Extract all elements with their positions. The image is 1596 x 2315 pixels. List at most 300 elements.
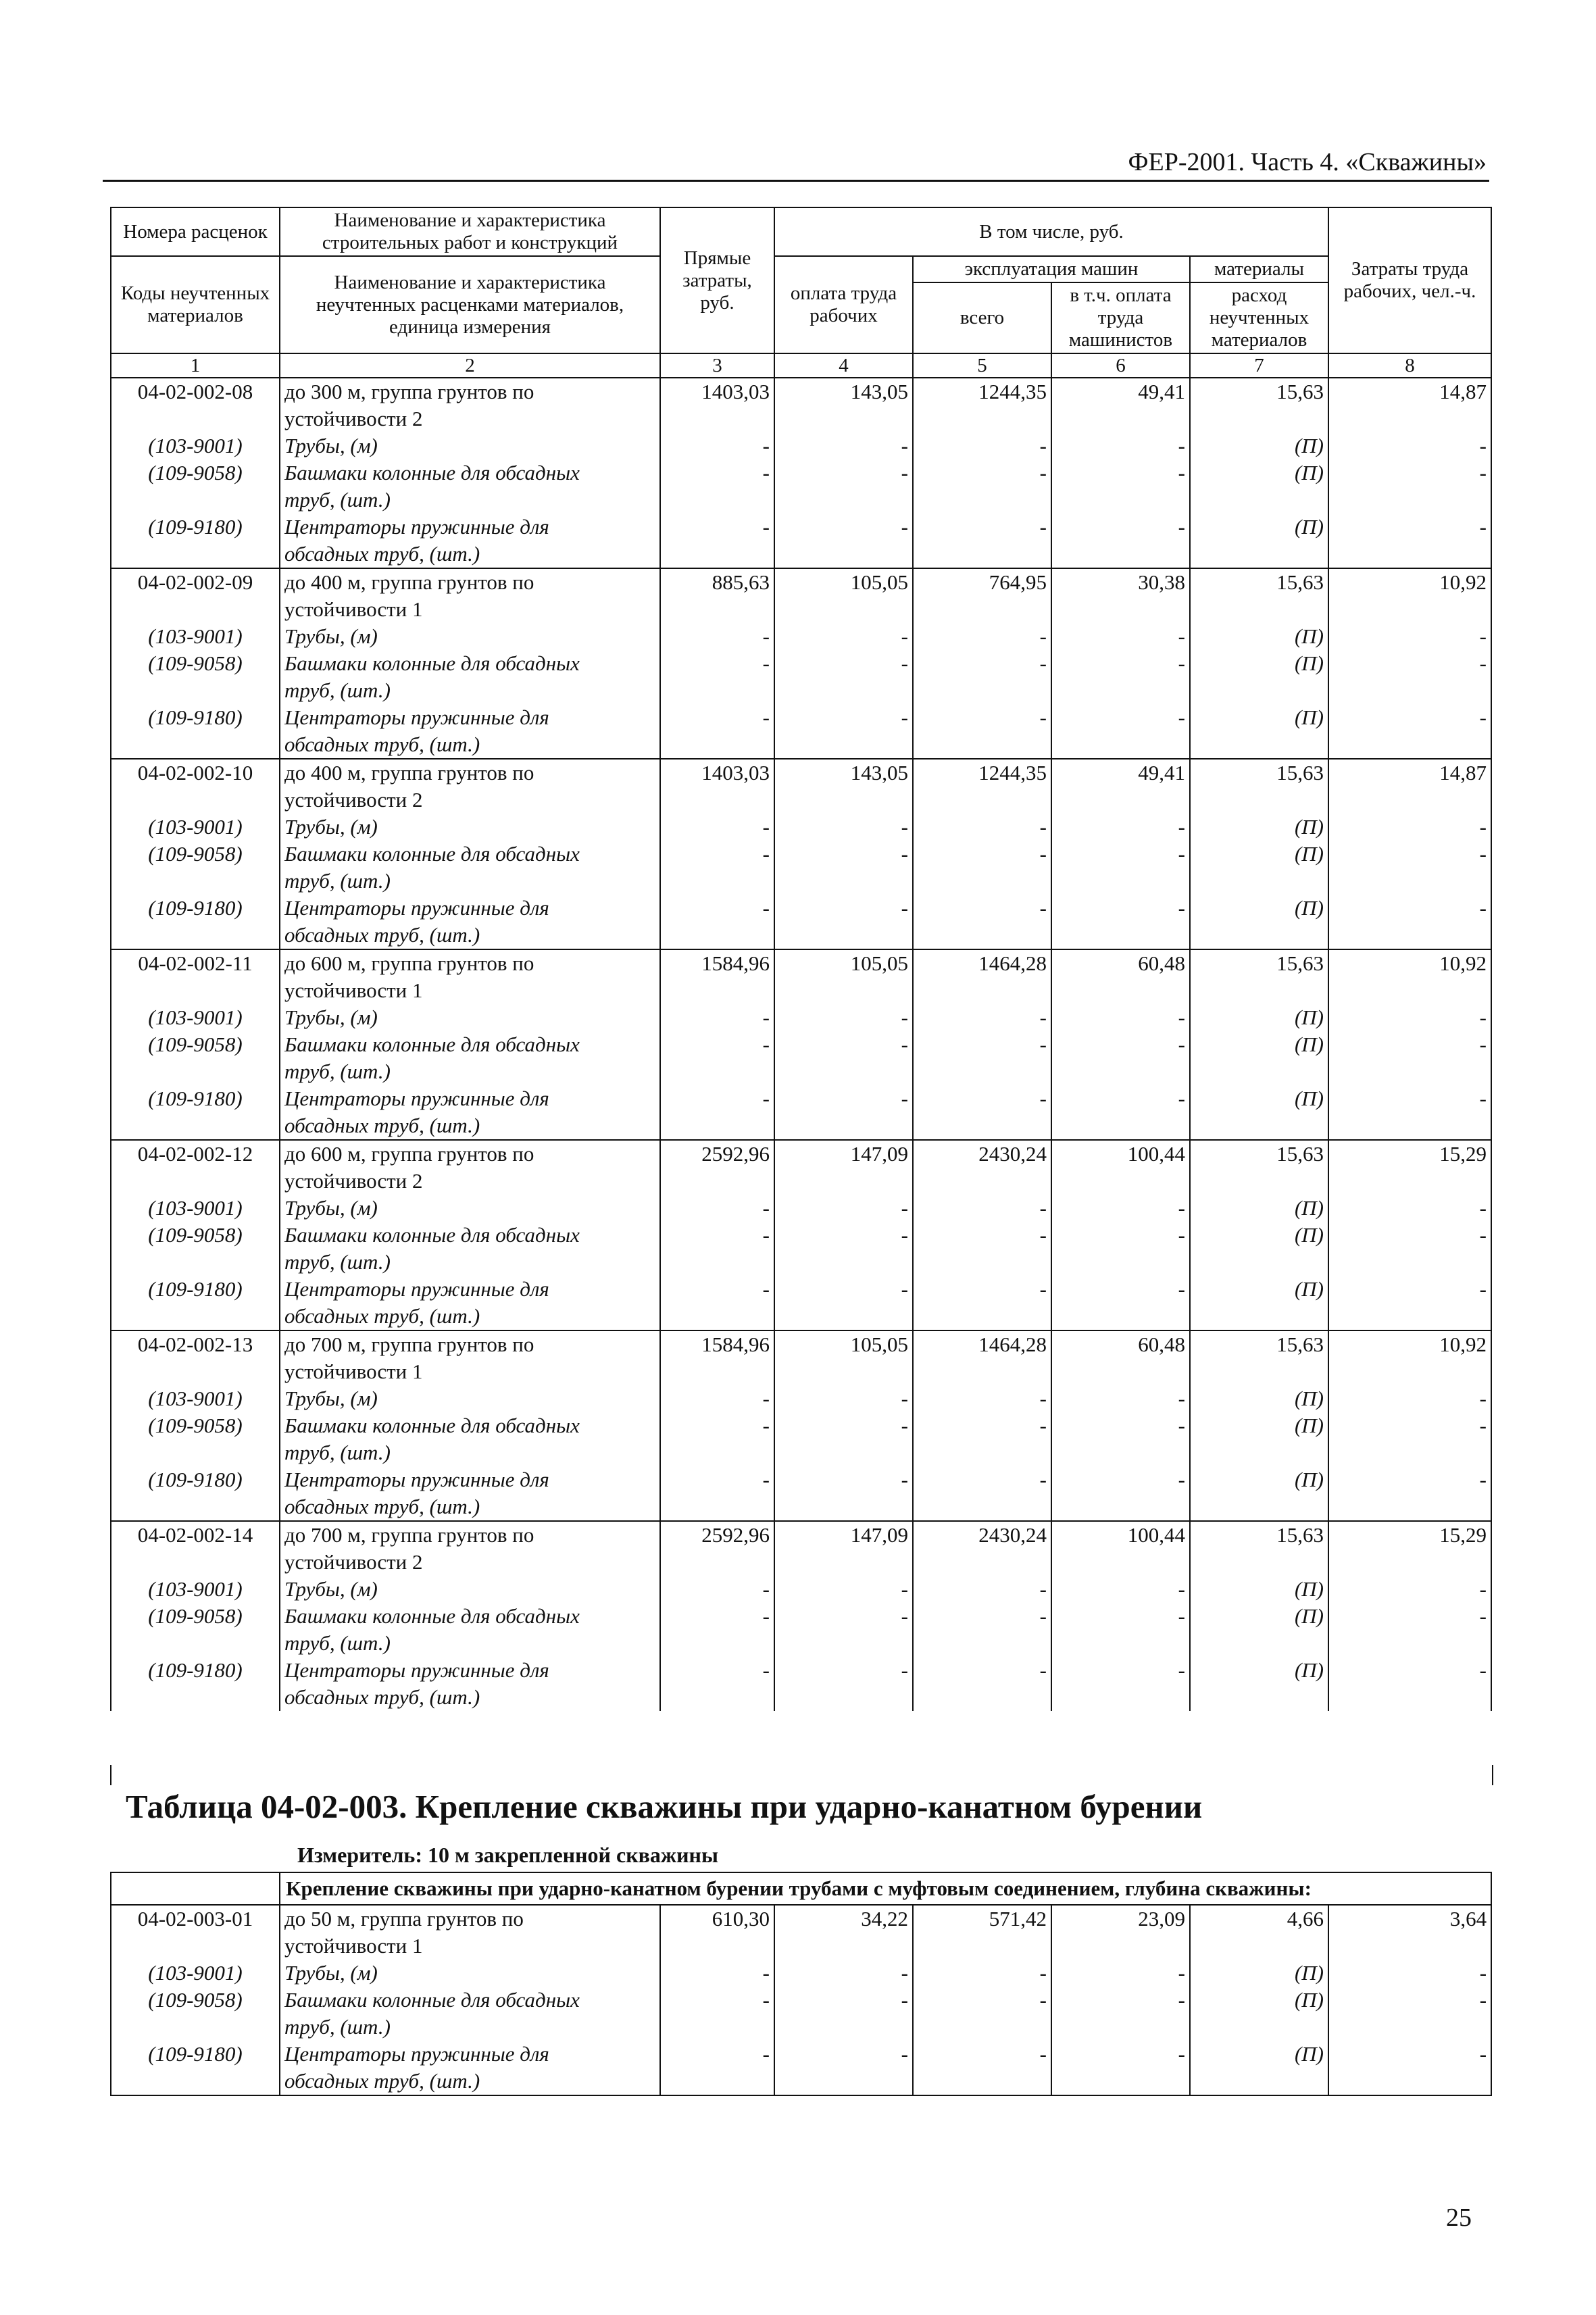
empty-cell [1190,596,1328,623]
dash-cell: - [1051,1276,1190,1303]
empty-cell [774,487,913,514]
empty-cell [1328,1058,1491,1085]
col-num: 8 [1328,353,1491,378]
dash-cell: - [1328,1960,1491,1987]
value-v5: 571,42 [913,1905,1051,1933]
rate-description: устойчивости 2 [280,1168,660,1195]
material-mark: (П) [1190,1412,1328,1439]
value-v8: 10,92 [1328,949,1491,977]
dash-cell: - [913,1657,1051,1684]
dash-cell: - [660,895,774,922]
empty-cell [774,1933,913,1960]
empty-cell [111,1630,280,1657]
material-code: (109-9180) [111,2041,280,2068]
dash-cell: - [660,2041,774,2068]
value-v7: 15,63 [1190,378,1328,405]
empty-cell [913,487,1051,514]
material-mark: (П) [1190,650,1328,677]
dash-cell: - [1328,623,1491,650]
material-code: (109-9180) [111,1466,280,1493]
material-name: Трубы, (м) [280,1960,660,1987]
material-mark: (П) [1190,1276,1328,1303]
empty-cell [1051,677,1190,704]
table-body [111,1905,1491,2095]
dash-cell: - [774,650,913,677]
dash-cell: - [1328,1195,1491,1222]
dash-cell: - [774,704,913,731]
material-row [111,1058,1491,1085]
col-num: 6 [1051,353,1190,378]
table-row [111,378,1491,405]
empty-cell [1051,731,1190,759]
section-empty [111,1872,280,1905]
value-v4: 147,09 [774,1521,913,1549]
value-v7: 15,63 [1190,1521,1328,1549]
material-name: труб, (шт.) [280,1630,660,1657]
empty-cell [913,1684,1051,1711]
empty-cell [111,922,280,949]
empty-cell [1328,1358,1491,1385]
empty-cell [1328,1630,1491,1657]
rate-description: до 400 м, группа грунтов по [280,568,660,596]
material-row [111,623,1491,650]
material-code: (109-9180) [111,1085,280,1112]
empty-cell [913,1549,1051,1576]
empty-cell [774,1493,913,1521]
dash-cell: - [913,1195,1051,1222]
empty-cell [660,2014,774,2041]
empty-cell [660,787,774,814]
dash-cell: - [774,841,913,868]
hdr-machinists-pay: в т.ч. оплата труда машинистов [1051,282,1190,353]
empty-cell [111,2014,280,2041]
value-v4: 105,05 [774,1330,913,1358]
dash-cell: - [774,1195,913,1222]
material-name: Центраторы пружинные для [280,1085,660,1112]
value-v4: 143,05 [774,759,913,787]
dash-cell: - [660,841,774,868]
dash-cell: - [1328,1412,1491,1439]
material-mark: (П) [1190,623,1328,650]
empty-cell [774,677,913,704]
value-v7: 15,63 [1190,759,1328,787]
material-mark: (П) [1190,2041,1328,2068]
empty-cell [913,1630,1051,1657]
material-row [111,1603,1491,1630]
table-row [111,1140,1491,1168]
dash-cell: - [1328,841,1491,868]
dash-cell: - [660,1085,774,1112]
material-name: труб, (шт.) [280,487,660,514]
value-v3: 1403,03 [660,759,774,787]
dash-cell: - [660,1412,774,1439]
empty-cell [774,1168,913,1195]
empty-cell [1328,1549,1491,1576]
empty-cell [774,1303,913,1330]
rate-description: устойчивости 2 [280,405,660,432]
material-row [111,514,1491,541]
empty-cell [913,731,1051,759]
material-name: труб, (шт.) [280,1249,660,1276]
empty-cell [1328,922,1491,949]
empty-cell [1051,787,1190,814]
empty-cell [660,1933,774,1960]
col-num: 3 [660,353,774,378]
material-code: (103-9001) [111,814,280,841]
dash-cell: - [1051,1031,1190,1058]
dash-cell: - [1051,895,1190,922]
dash-cell: - [774,623,913,650]
table-continuation [110,1765,1493,1785]
rate-description: до 600 м, группа грунтов по [280,949,660,977]
col-num: 4 [774,353,913,378]
dash-cell: - [913,841,1051,868]
empty-cell [1051,596,1190,623]
table-04-02-003 [110,1872,1492,2096]
rate-description: устойчивости 1 [280,977,660,1004]
material-code: (109-9058) [111,1412,280,1439]
empty-cell [1051,1303,1190,1330]
empty-cell [111,731,280,759]
dash-cell: - [1328,1031,1491,1058]
rate-code: 04-02-002-12 [111,1140,280,1168]
material-mark: (П) [1190,1085,1328,1112]
dash-cell: - [1051,1603,1190,1630]
empty-cell [1328,2014,1491,2041]
hdr-materials: материалы [1190,256,1328,282]
rate-description: до 600 м, группа грунтов по [280,1140,660,1168]
rate-description: до 300 м, группа грунтов по [280,378,660,405]
empty-cell [1051,1168,1190,1195]
material-code: (109-9058) [111,650,280,677]
dash-cell: - [774,1576,913,1603]
dash-cell: - [1328,895,1491,922]
dash-cell: - [660,1195,774,1222]
empty-cell [1051,1933,1190,1960]
dash-cell: - [913,514,1051,541]
material-name: Башмаки колонные для обсадных [280,1412,660,1439]
empty-cell [1328,977,1491,1004]
material-name: обсадных труб, (шт.) [280,1112,660,1140]
empty-cell [111,1058,280,1085]
hdr-including: В том числе, руб. [774,207,1328,256]
material-name: труб, (шт.) [280,677,660,704]
empty-cell [1190,2014,1328,2041]
material-mark: (П) [1190,1004,1328,1031]
value-v7: 15,63 [1190,1330,1328,1358]
empty-cell [1328,787,1491,814]
value-v6: 23,09 [1051,1905,1190,1933]
dash-cell: - [660,459,774,487]
hdr-labor-costs: Затраты труда рабочих, чел.-ч. [1328,207,1491,353]
dash-cell: - [913,1031,1051,1058]
dash-cell: - [913,650,1051,677]
value-v6: 60,48 [1051,949,1190,977]
material-row [111,650,1491,677]
empty-cell [1328,677,1491,704]
value-v5: 2430,24 [913,1140,1051,1168]
dash-cell: - [774,1657,913,1684]
dash-cell: - [913,1085,1051,1112]
dash-cell: - [774,2041,913,2068]
material-mark: (П) [1190,841,1328,868]
material-name: Башмаки колонные для обсадных [280,1222,660,1249]
empty-cell [111,487,280,514]
empty-cell [660,868,774,895]
dash-cell: - [913,1960,1051,1987]
value-v8: 14,87 [1328,378,1491,405]
table-body [111,378,1491,1711]
dash-cell: - [774,1222,913,1249]
empty-cell [913,596,1051,623]
empty-cell [660,677,774,704]
empty-cell [660,2068,774,2095]
empty-cell [1051,868,1190,895]
empty-cell [660,1439,774,1466]
empty-cell [774,1630,913,1657]
empty-cell [913,405,1051,432]
material-name: Центраторы пружинные для [280,1657,660,1684]
material-code: (109-9180) [111,895,280,922]
dash-cell: - [913,623,1051,650]
dash-cell: - [1051,2041,1190,2068]
dash-cell: - [660,1222,774,1249]
material-mark: (П) [1190,432,1328,459]
empty-cell [1190,1933,1328,1960]
dash-cell: - [1328,432,1491,459]
dash-cell: - [1051,1085,1190,1112]
empty-cell [1190,1684,1328,1711]
material-row [111,2041,1491,2068]
empty-cell [660,596,774,623]
dash-cell: - [1328,1004,1491,1031]
dash-cell: - [1051,1222,1190,1249]
dash-cell: - [1051,1576,1190,1603]
empty-cell [660,1168,774,1195]
dash-cell: - [913,459,1051,487]
material-code: (109-9058) [111,1222,280,1249]
empty-cell [1190,1058,1328,1085]
value-v5: 2430,24 [913,1521,1051,1549]
dash-cell: - [1328,514,1491,541]
value-v6: 30,38 [1051,568,1190,596]
material-name: Трубы, (м) [280,432,660,459]
rate-code: 04-02-002-10 [111,759,280,787]
dash-cell: - [913,1004,1051,1031]
dash-cell: - [1051,514,1190,541]
empty-cell [111,596,280,623]
empty-cell [1051,1249,1190,1276]
empty-cell [1051,922,1190,949]
material-row [111,541,1491,568]
dash-cell: - [913,1987,1051,2014]
material-row [111,2014,1491,2041]
dash-cell: - [660,623,774,650]
material-name: Трубы, (м) [280,1576,660,1603]
table-row [111,1330,1491,1358]
empty-cell [111,1684,280,1711]
empty-cell [1190,1439,1328,1466]
material-code: (103-9001) [111,1195,280,1222]
dash-cell: - [774,814,913,841]
material-row [111,1112,1491,1140]
material-name: обсадных труб, (шт.) [280,1303,660,1330]
material-code: (109-9180) [111,704,280,731]
material-name: Центраторы пружинные для [280,1466,660,1493]
empty-cell [913,1112,1051,1140]
dash-cell: - [660,1960,774,1987]
empty-cell [1328,1933,1491,1960]
empty-cell [1190,977,1328,1004]
value-v8: 10,92 [1328,1330,1491,1358]
dash-cell: - [1051,1412,1190,1439]
empty-cell [1051,1112,1190,1140]
dash-cell: - [1051,1657,1190,1684]
dash-cell: - [913,814,1051,841]
dash-cell: - [1051,841,1190,868]
empty-cell [913,1358,1051,1385]
value-v5: 1464,28 [913,949,1051,977]
rate-description: до 700 м, группа грунтов по [280,1521,660,1549]
material-mark: (П) [1190,459,1328,487]
empty-cell [1190,1358,1328,1385]
dash-cell: - [774,1085,913,1112]
table-row [111,977,1491,1004]
material-name: Башмаки колонные для обсадных [280,1603,660,1630]
material-row [111,1684,1491,1711]
empty-cell [1051,1439,1190,1466]
dash-cell: - [774,459,913,487]
page-number: 25 [1446,2204,1472,2232]
empty-cell [111,1549,280,1576]
dash-cell: - [1328,1466,1491,1493]
empty-cell [1190,922,1328,949]
value-v4: 105,05 [774,949,913,977]
material-name: Трубы, (м) [280,1195,660,1222]
empty-cell [774,2068,913,2095]
empty-cell [1051,2014,1190,2041]
rate-code: 04-02-002-09 [111,568,280,596]
empty-cell [1051,1358,1190,1385]
header-rule [103,180,1489,182]
dash-cell: - [1328,1657,1491,1684]
empty-cell [1190,1249,1328,1276]
dash-cell: - [1051,623,1190,650]
empty-cell [1190,787,1328,814]
dash-cell: - [1328,1085,1491,1112]
dash-cell: - [913,1412,1051,1439]
empty-cell [1051,1630,1190,1657]
dash-cell: - [1051,704,1190,731]
material-name: Центраторы пружинные для [280,1276,660,1303]
dash-cell: - [774,1276,913,1303]
dash-cell: - [660,814,774,841]
table-row [111,405,1491,432]
section-title: Крепление скважины при ударно-канатном бурении трубами с муфтовым соединением, глубина скважины: [280,1872,1491,1905]
empty-cell [913,1249,1051,1276]
dash-cell: - [660,432,774,459]
value-v7: 4,66 [1190,1905,1328,1933]
dash-cell: - [1328,1576,1491,1603]
dash-cell: - [913,1276,1051,1303]
value-v6: 49,41 [1051,759,1190,787]
table-row [111,1905,1491,1933]
empty-cell [1328,1168,1491,1195]
dash-cell: - [660,704,774,731]
value-v4: 147,09 [774,1140,913,1168]
rate-code: 04-02-002-11 [111,949,280,977]
dash-cell: - [660,650,774,677]
empty-cell [774,922,913,949]
empty-cell [111,405,280,432]
material-name: обсадных труб, (шт.) [280,1684,660,1711]
material-name: обсадных труб, (шт.) [280,2068,660,2095]
rates-table [110,207,1492,1711]
value-v3: 1584,96 [660,1330,774,1358]
hdr-codes: Номера расценок [111,207,280,256]
value-v8: 15,29 [1328,1521,1491,1549]
dash-cell: - [660,514,774,541]
empty-cell [774,2014,913,2041]
material-mark: (П) [1190,1466,1328,1493]
empty-cell [660,922,774,949]
material-name: обсадных труб, (шт.) [280,922,660,949]
value-v4: 34,22 [774,1905,913,1933]
empty-cell [913,2068,1051,2095]
dash-cell: - [913,1466,1051,1493]
empty-cell [660,541,774,568]
material-name: Трубы, (м) [280,1385,660,1412]
table-title: Таблица 04-02-003. Крепление скважины при ударно-канатном бурении [126,1788,1203,1825]
empty-cell [111,1168,280,1195]
dash-cell: - [1051,1195,1190,1222]
material-code: (109-9058) [111,1603,280,1630]
value-v5: 1464,28 [913,1330,1051,1358]
empty-cell [774,787,913,814]
material-row [111,432,1491,459]
hdr-material-name: Наименование и характеристика неучтенных расценками материалов, единица измерения [280,256,660,353]
material-row [111,1385,1491,1412]
value-v8: 14,87 [1328,759,1491,787]
value-v5: 1244,35 [913,759,1051,787]
dash-cell: - [774,1466,913,1493]
dash-cell: - [1051,459,1190,487]
hdr-material-codes: Коды неучтенных материалов [111,256,280,353]
dash-cell: - [660,1004,774,1031]
empty-cell [1190,487,1328,514]
empty-cell [913,1058,1051,1085]
empty-cell [1328,541,1491,568]
dash-cell: - [774,432,913,459]
empty-cell [1328,1249,1491,1276]
dash-cell: - [913,432,1051,459]
material-row [111,487,1491,514]
material-row [111,1630,1491,1657]
material-row [111,895,1491,922]
empty-cell [1051,1058,1190,1085]
empty-cell [913,1933,1051,1960]
rate-description: устойчивости 2 [280,1549,660,1576]
empty-cell [913,787,1051,814]
dash-cell: - [774,1031,913,1058]
empty-cell [1051,1684,1190,1711]
material-name: Центраторы пружинные для [280,514,660,541]
value-v5: 764,95 [913,568,1051,596]
empty-cell [660,731,774,759]
dash-cell: - [1328,704,1491,731]
empty-cell [913,1493,1051,1521]
material-row [111,1960,1491,1987]
